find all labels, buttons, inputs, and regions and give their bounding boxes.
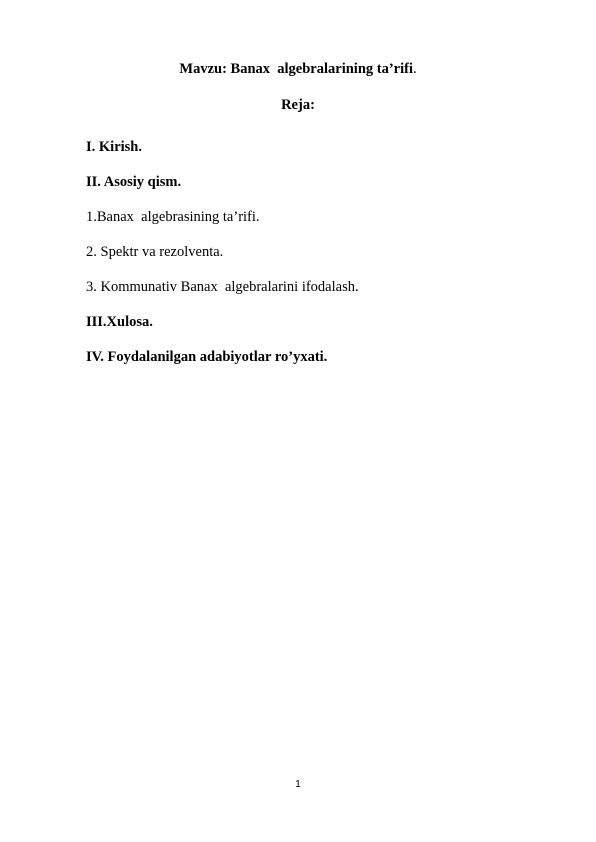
- outline-item-spectrum-resolvent: 2. Spektr va rezolventa.: [86, 244, 224, 260]
- page-number: 1: [295, 779, 301, 790]
- outline-item-references: IV. Foydalanilgan adabiyotlar ro’yxati.: [86, 349, 328, 365]
- outline-item-commutative-banach-algebras: 3. Kommunativ Banax algebralarini ifodalash.: [86, 279, 359, 295]
- outline-item-main-part: II. Asosiy qism.: [86, 174, 182, 190]
- outline-item-banach-algebra-definition: 1.Banax algebrasining ta’rifi.: [86, 209, 260, 225]
- outline-item-introduction: I. Kirish.: [86, 139, 142, 155]
- plan-heading: Reja:: [281, 97, 315, 113]
- outline-item-conclusion: III.Xulosa.: [86, 314, 153, 330]
- document-title-period: .: [412, 61, 417, 77]
- document-title-text: Mavzu: Banax algebralarining ta’rifi: [179, 61, 413, 77]
- document-title: [0, 60, 596, 78]
